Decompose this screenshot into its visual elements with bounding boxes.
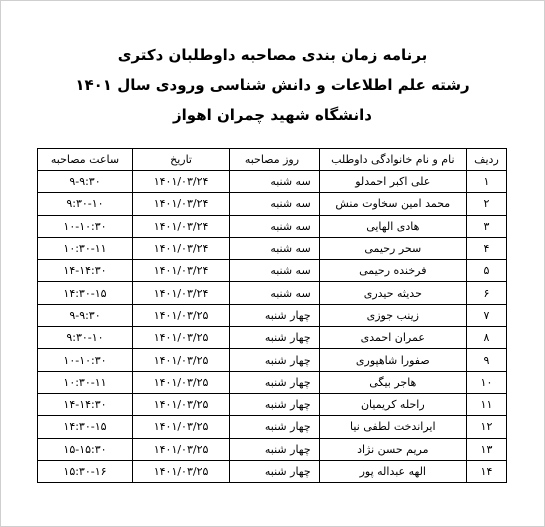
cell-name: هادی الهایی bbox=[319, 215, 466, 237]
cell-day: سه شنبه bbox=[230, 193, 320, 215]
table-row bbox=[38, 327, 507, 349]
cell-date: ۱۴۰۱/۰۳/۲۵ bbox=[132, 393, 229, 415]
cell-name: هاجر بیگی bbox=[319, 371, 466, 393]
header-name: نام و نام خانوادگی داوطلب bbox=[319, 149, 466, 171]
cell-date: ۱۴۰۱/۰۳/۲۵ bbox=[132, 416, 229, 438]
cell-index: ۹ bbox=[466, 349, 506, 371]
table-row bbox=[38, 304, 507, 326]
cell-index: ۷ bbox=[466, 304, 506, 326]
table-row bbox=[38, 393, 507, 415]
cell-day: چهار شنبه bbox=[230, 416, 320, 438]
cell-time: ۱۴:۳۰-۱۵ bbox=[38, 282, 133, 304]
cell-index: ۵ bbox=[466, 260, 506, 282]
cell-time: ۱۵:۳۰-۱۶ bbox=[38, 460, 133, 482]
cell-index: ۳ bbox=[466, 215, 506, 237]
cell-name: علی اکبر احمدلو bbox=[319, 171, 466, 193]
cell-day: چهار شنبه bbox=[230, 304, 320, 326]
cell-day: چهار شنبه bbox=[230, 371, 320, 393]
cell-index: ۱۴ bbox=[466, 460, 506, 482]
cell-time: ۱۴-۱۴:۳۰ bbox=[38, 393, 133, 415]
cell-day: سه شنبه bbox=[230, 215, 320, 237]
document-title bbox=[0, 40, 545, 130]
cell-index: ۱ bbox=[466, 171, 506, 193]
cell-name: فرخنده رحیمی bbox=[319, 260, 466, 282]
cell-name: محمد امین سخاوت منش bbox=[319, 193, 466, 215]
cell-day: سه شنبه bbox=[230, 282, 320, 304]
cell-day: چهار شنبه bbox=[230, 438, 320, 460]
table-row bbox=[38, 416, 507, 438]
cell-name: راحله کریمیان bbox=[319, 393, 466, 415]
cell-time: ۱۰:۳۰-۱۱ bbox=[38, 371, 133, 393]
cell-date: ۱۴۰۱/۰۳/۲۵ bbox=[132, 349, 229, 371]
table-row bbox=[38, 260, 507, 282]
table-row bbox=[38, 371, 507, 393]
cell-date: ۱۴۰۱/۰۳/۲۴ bbox=[132, 260, 229, 282]
cell-date: ۱۴۰۱/۰۳/۲۴ bbox=[132, 171, 229, 193]
cell-index: ۶ bbox=[466, 282, 506, 304]
cell-name: سحر رحیمی bbox=[319, 237, 466, 259]
cell-date: ۱۴۰۱/۰۳/۲۴ bbox=[132, 237, 229, 259]
cell-index: ۱۳ bbox=[466, 438, 506, 460]
cell-date: ۱۴۰۱/۰۳/۲۵ bbox=[132, 327, 229, 349]
table-row bbox=[38, 282, 507, 304]
cell-date: ۱۴۰۱/۰۳/۲۵ bbox=[132, 460, 229, 482]
table-row bbox=[38, 215, 507, 237]
cell-day: چهار شنبه bbox=[230, 393, 320, 415]
header-time: ساعت مصاحبه bbox=[38, 149, 133, 171]
cell-time: ۹:۳۰-۱۰ bbox=[38, 327, 133, 349]
cell-name: حدیثه حیدری bbox=[319, 282, 466, 304]
table-row bbox=[38, 171, 507, 193]
table-row bbox=[38, 193, 507, 215]
cell-time: ۱۰-۱۰:۳۰ bbox=[38, 349, 133, 371]
cell-time: ۹-۹:۳۰ bbox=[38, 304, 133, 326]
cell-time: ۱۴:۳۰-۱۵ bbox=[38, 416, 133, 438]
cell-date: ۱۴۰۱/۰۳/۲۵ bbox=[132, 304, 229, 326]
cell-index: ۱۰ bbox=[466, 371, 506, 393]
table-row bbox=[38, 438, 507, 460]
cell-time: ۱۴-۱۴:۳۰ bbox=[38, 260, 133, 282]
cell-name: مریم حسن نژاد bbox=[319, 438, 466, 460]
cell-index: ۴ bbox=[466, 237, 506, 259]
cell-day: سه شنبه bbox=[230, 260, 320, 282]
cell-index: ۸ bbox=[466, 327, 506, 349]
title-line-2: رشته علم اطلاعات و دانش شناسی ورودی سال ۱۴۰۱ bbox=[75, 76, 470, 94]
cell-day: چهار شنبه bbox=[230, 327, 320, 349]
cell-date: ۱۴۰۱/۰۳/۲۵ bbox=[132, 438, 229, 460]
cell-index: ۲ bbox=[466, 193, 506, 215]
cell-time: ۱۰-۱۰:۳۰ bbox=[38, 215, 133, 237]
header-index: ردیف bbox=[466, 149, 506, 171]
table-row bbox=[38, 237, 507, 259]
cell-index: ۱۱ bbox=[466, 393, 506, 415]
cell-day: سه شنبه bbox=[230, 237, 320, 259]
cell-day: چهار شنبه bbox=[230, 460, 320, 482]
header-date: تاریخ bbox=[132, 149, 229, 171]
table-body bbox=[38, 171, 507, 483]
cell-time: ۹-۹:۳۰ bbox=[38, 171, 133, 193]
cell-date: ۱۴۰۱/۰۳/۲۴ bbox=[132, 215, 229, 237]
cell-date: ۱۴۰۱/۰۳/۲۴ bbox=[132, 193, 229, 215]
cell-date: ۱۴۰۱/۰۳/۲۵ bbox=[132, 371, 229, 393]
cell-name: الهه عبداله پور bbox=[319, 460, 466, 482]
title-line-1: برنامه زمان بندی مصاحبه داوطلبان دکتری bbox=[117, 46, 428, 64]
interview-schedule-table bbox=[37, 148, 507, 483]
cell-time: ۹:۳۰-۱۰ bbox=[38, 193, 133, 215]
cell-date: ۱۴۰۱/۰۳/۲۴ bbox=[132, 282, 229, 304]
cell-name: صفورا شاهپوری bbox=[319, 349, 466, 371]
cell-name: زینب جوزی bbox=[319, 304, 466, 326]
title-line-3: دانشگاه شهید چمران اهواز bbox=[173, 106, 372, 124]
header-day: روز مصاحبه bbox=[230, 149, 320, 171]
table-header-row bbox=[38, 149, 507, 171]
cell-day: چهار شنبه bbox=[230, 349, 320, 371]
cell-time: ۱۵-۱۵:۳۰ bbox=[38, 438, 133, 460]
cell-time: ۱۰:۳۰-۱۱ bbox=[38, 237, 133, 259]
cell-index: ۱۲ bbox=[466, 416, 506, 438]
table-row bbox=[38, 349, 507, 371]
cell-name: ایراندخت لطفی نیا bbox=[319, 416, 466, 438]
cell-day: سه شنبه bbox=[230, 171, 320, 193]
table-row bbox=[38, 460, 507, 482]
cell-name: عمران احمدی bbox=[319, 327, 466, 349]
